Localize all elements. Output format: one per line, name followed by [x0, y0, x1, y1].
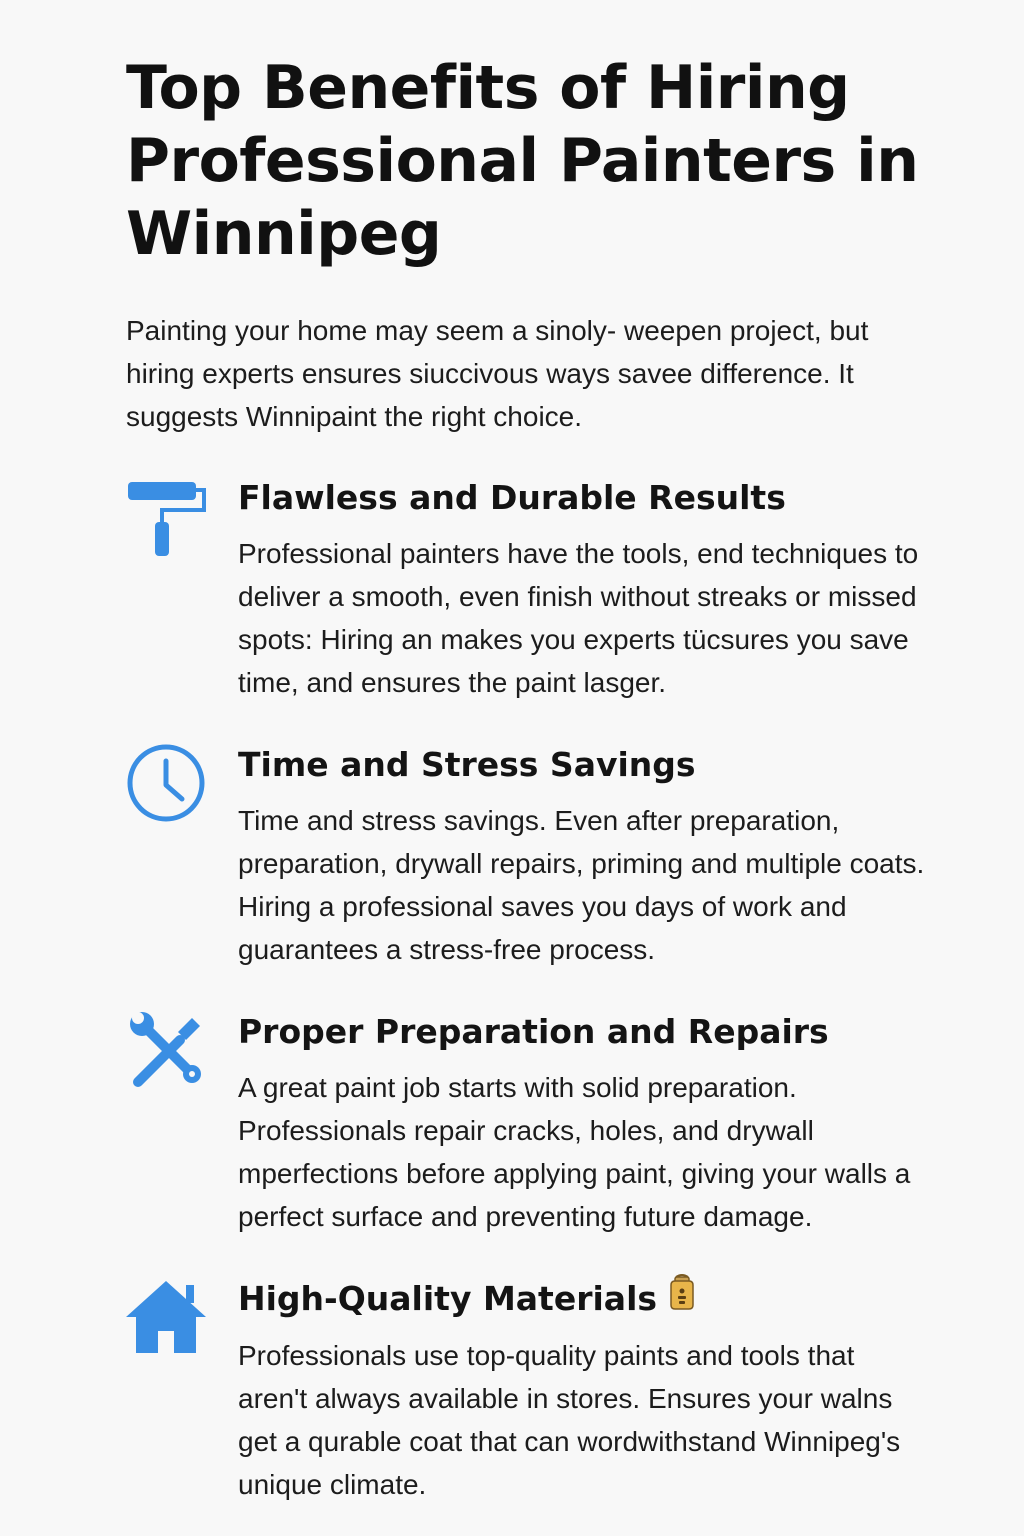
page-title: Top Benefits of Hiring Professional Painters in Winnipeg — [126, 53, 919, 269]
benefit-text: Professional painters have the tools, end techniques to deliver a smooth, even finish without streaks or missed spots: Hiring an makes you experts tücsures you save time, and ensures the paint lasger. — [238, 538, 919, 698]
benefit-content — [238, 476, 928, 704]
paint-can-emoji — [667, 1273, 697, 1322]
intro-paragraph: Painting your home may seem a sinoly- weepen project, but hiring experts ensures siuccivous ways savee difference. It suggests Winnipaint the right choice. — [126, 315, 869, 432]
benefit-content — [238, 1277, 928, 1506]
tools-icon — [126, 1010, 208, 1092]
benefit-content — [238, 743, 928, 971]
benefit-heading: Time and Stress Savings — [238, 745, 696, 784]
benefit-content — [238, 1010, 928, 1238]
benefit-text: A great paint job starts with solid preparation. Professionals repair cracks, holes, and drywall mperfections before applying paint, giving your walls a perfect surface and preventing future damage. — [238, 1072, 911, 1232]
paint-roller-icon — [126, 476, 208, 558]
benefit-heading: Flawless and Durable Results — [238, 478, 786, 517]
house-icon — [126, 1277, 208, 1359]
benefit-heading — [238, 1277, 928, 1322]
clock-icon — [126, 743, 208, 825]
article — [126, 52, 926, 1500]
benefit-heading: Proper Preparation and Repairs — [238, 1012, 829, 1051]
benefit-text: Time and stress savings. Even after preparation, preparation, drywall repairs, priming and multiple coats. Hiring a professional saves you days of work and guarantees a stress-free process. — [238, 805, 925, 965]
benefit-text: Professionals use top-quality paints and tools that aren't always available in stores. Ensures your walns get a qurable coat that can wordwithstand Winnipeg's unique climate. — [238, 1340, 901, 1500]
benefit-heading-text: High-Quality Materials — [238, 1279, 658, 1318]
